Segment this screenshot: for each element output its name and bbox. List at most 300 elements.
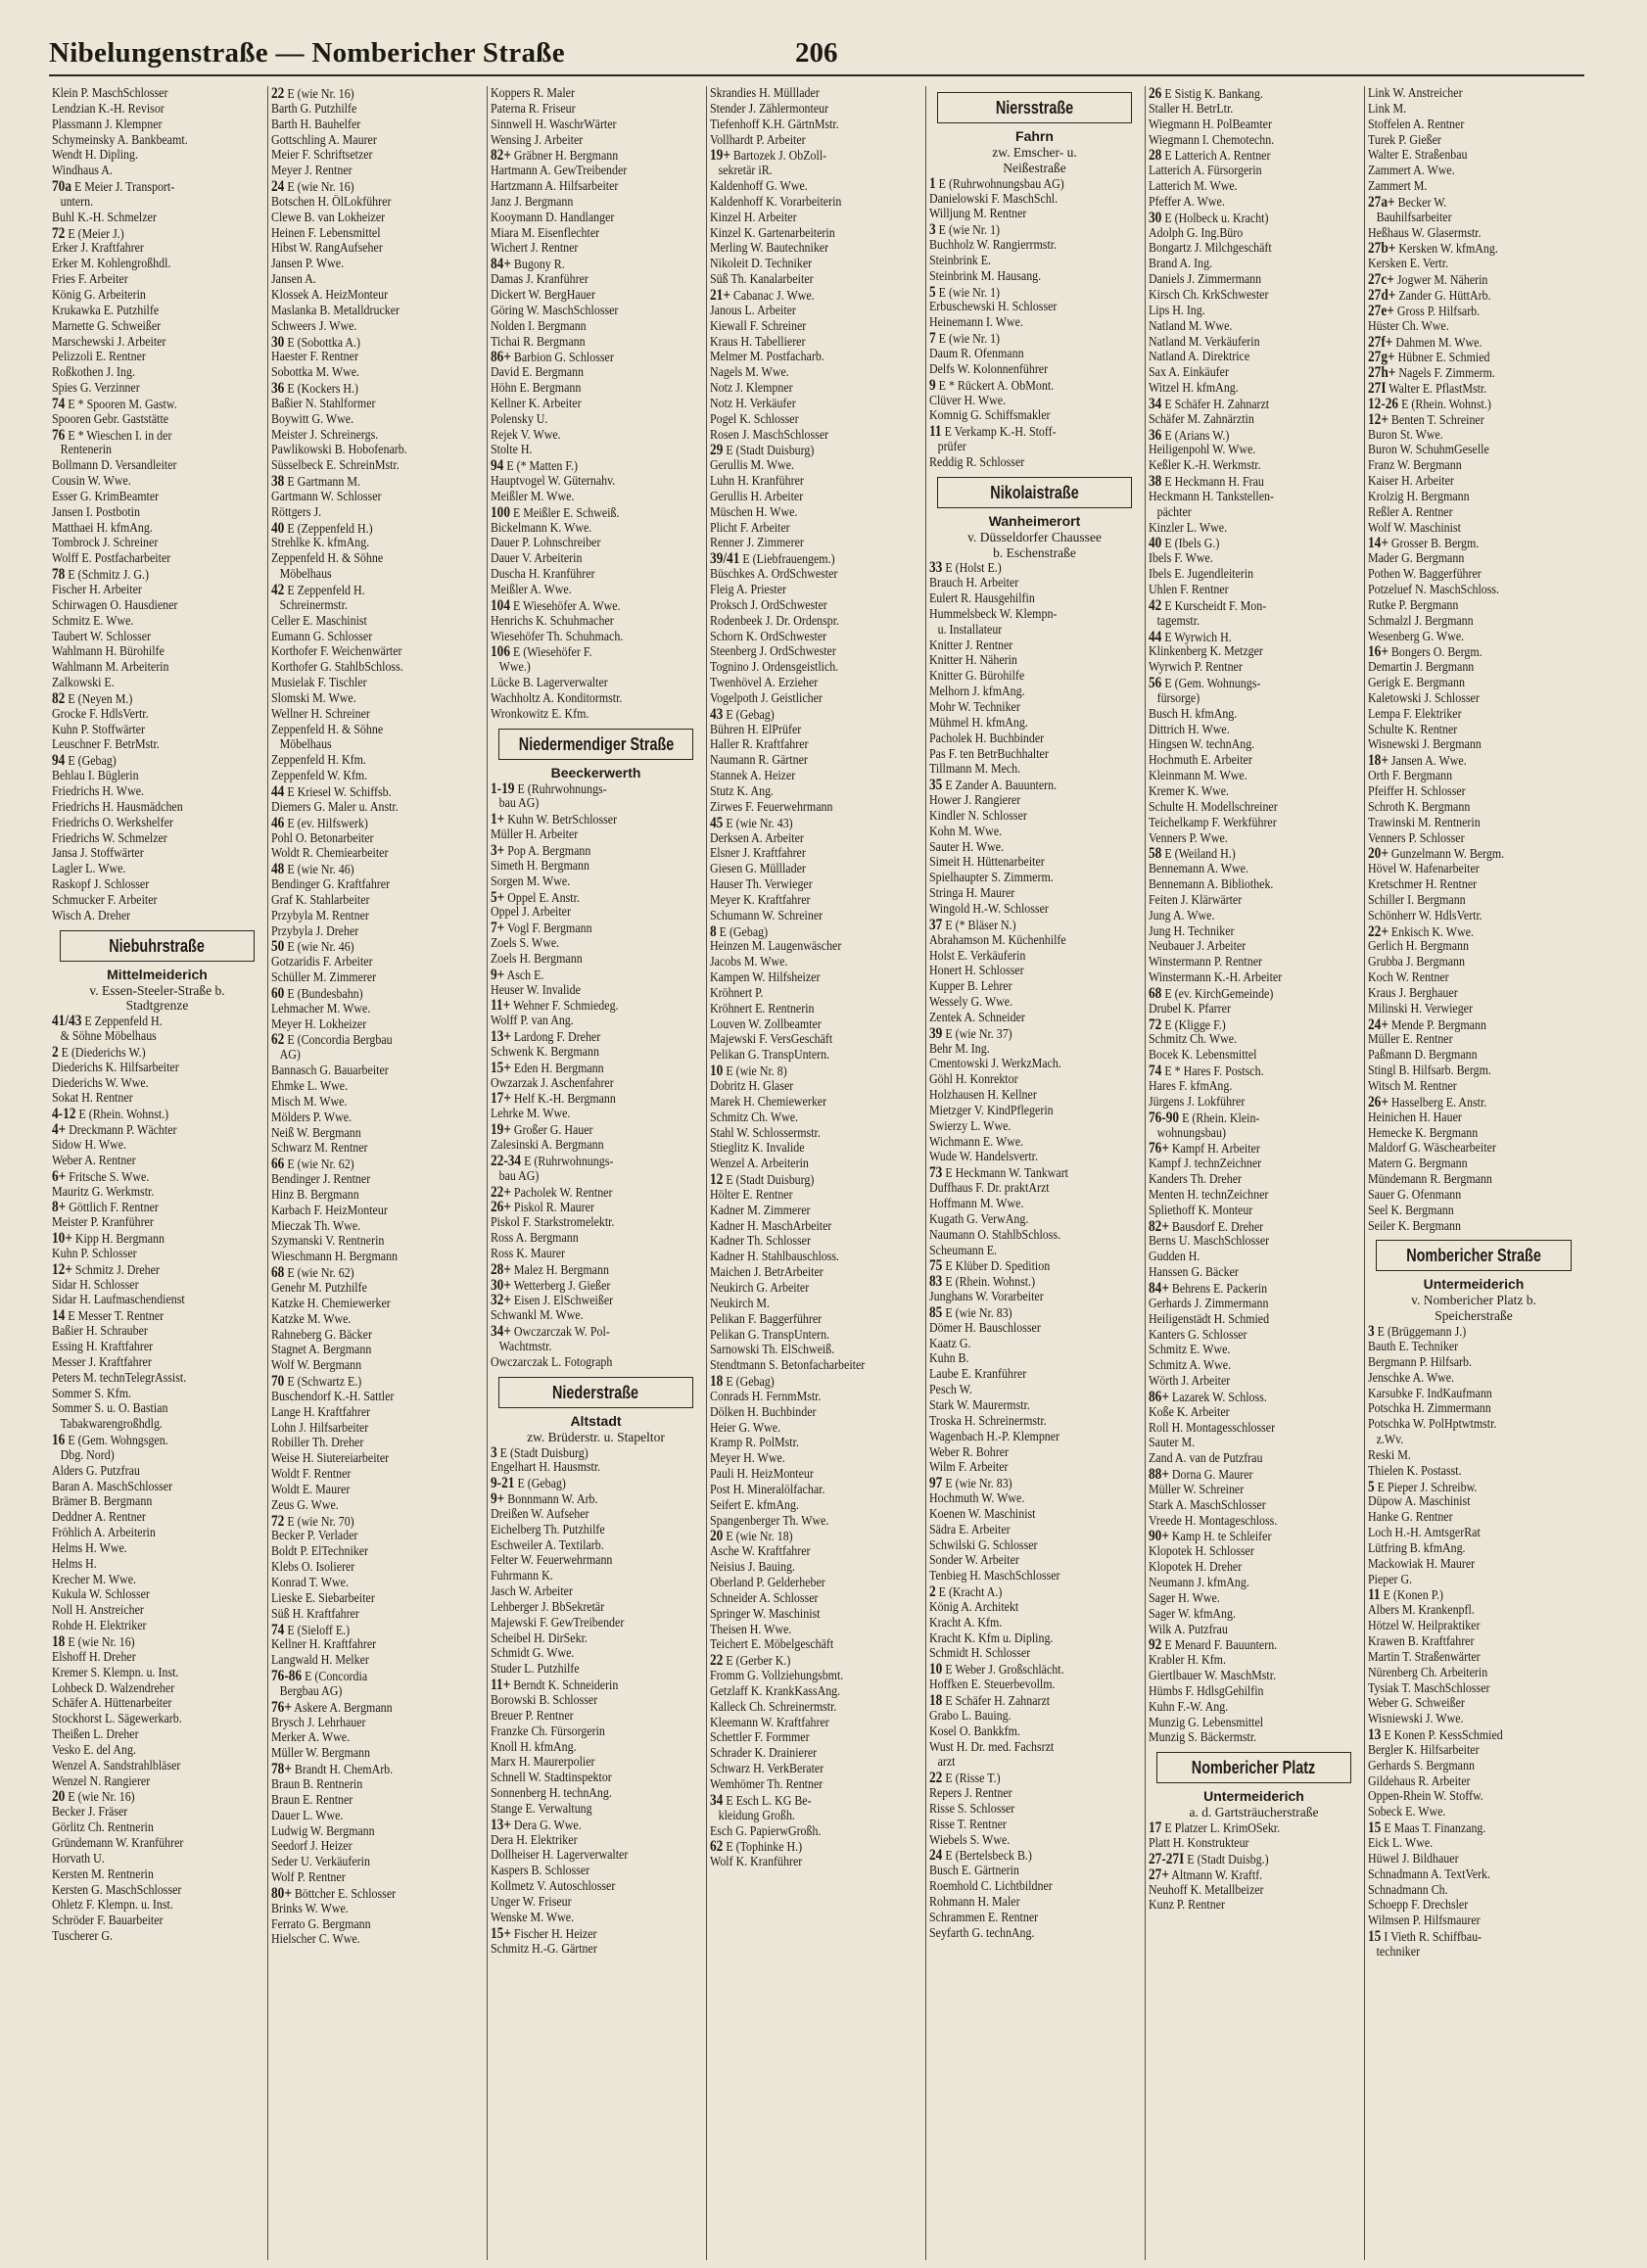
entry-text: E (wie Nr. 16) [287,87,354,102]
entry-text: Knoll H. kfmAng. [491,1739,577,1755]
entry-text: Marx H. Maurerpolier [491,1755,595,1771]
entry-text: Albers M. Krankenpfl. [1368,1603,1475,1619]
entry-text: Klinkenberg K. Metzger [1149,644,1263,660]
entry-text: Koße K. Arbeiter [1149,1404,1230,1420]
directory-entry [271,723,481,738]
directory-entry [1368,1324,1578,1340]
directory-entry [52,800,261,816]
entry-text: Wenzel N. Rangierer [52,1773,151,1789]
directory-entry [929,607,1139,623]
directory-entry [1368,288,1578,304]
directory-entry [271,1809,481,1824]
entry-text: Schreinermstr. [279,597,348,613]
directory-entry [929,176,1139,192]
directory-entry [1149,226,1358,242]
directory-entry [1149,397,1358,412]
entry-text: Latterich A. Fürsorgerin [1149,164,1262,179]
directory-entry [491,458,700,474]
entry-text: Schmitz Ch. Wwe. [710,1110,799,1125]
entry-text: Koppers R. Maler [491,86,575,101]
entry-text: Felter W. Feuerwehrmann [491,1553,613,1569]
directory-entry [491,614,700,630]
directory-entry [491,567,700,583]
directory-entry [271,1451,481,1467]
entry-text: Röttgers J. [271,504,322,520]
entry-text: Stieglitz K. Invalide [710,1141,805,1157]
directory-entry [271,970,481,986]
directory-entry [1149,1637,1358,1653]
directory-entry [710,909,919,924]
directory-entry [1368,397,1578,412]
entry-text: Korthofer G. StahlbSchloss. [271,660,403,676]
entry-text: Dauer P. Lohnschreiber [491,536,601,551]
entry-text: E (Gebag) [517,1477,566,1492]
entry-text: Walter E. Straßenbau [1368,148,1468,164]
directory-entry [52,102,261,118]
house-number: 1 [929,175,936,192]
directory-entry [710,195,919,211]
entry-text: Schröder F. Bauarbeiter [52,1914,164,1929]
entry-text: Vogl F. Bergmann [507,921,592,937]
house-number: 4-12 [52,1107,76,1123]
directory-entry [929,254,1139,269]
directory-entry [271,1684,481,1700]
entry-text: Gräbner H. Bergmann [513,149,619,165]
entry-text: Brandt H. ChemArb. [294,1763,394,1777]
entry-text: Dauer V. Arbeiterin [491,551,583,567]
directory-entry [52,769,261,784]
directory-entry [271,474,481,490]
entry-text: Celler E. Maschinist [271,613,367,629]
directory-entry [710,831,919,847]
directory-entry [491,983,700,999]
entry-text: E Gartmann M. [287,475,360,490]
directory-entry [271,490,481,505]
directory-entry [1149,1250,1358,1265]
entry-text: Tognino J. Ordensgeistlich. [710,660,839,676]
entry-text: E (wie Nr. 62) [287,1266,354,1281]
house-number: 45 [710,815,724,831]
entry-text: Krabler H. Kfm. [1149,1653,1226,1669]
directory-entry [271,1544,481,1560]
entry-text: Plassmann J. Klempner [52,117,163,132]
entry-text: Ferrato G. Bergmann [271,1916,371,1932]
entry-text: Bennemann A. Bibliothek. [1149,877,1274,893]
entry-text: Zammert M. [1368,179,1428,195]
house-number: 18 [929,1693,943,1709]
house-number: 14+ [1368,536,1388,552]
directory-entry [1368,986,1578,1002]
entry-text: Komnig G. Schiffsmakler [929,408,1051,424]
entry-text: E (wie Nr. 46) [287,863,354,878]
directory-entry [929,1538,1139,1554]
house-number: 5 [929,284,936,301]
directory-entry [1368,1157,1578,1172]
house-number: 7+ [491,921,505,937]
directory-entry [1368,1448,1578,1464]
directory-entry [929,685,1139,700]
directory-entry [929,1833,1139,1849]
entry-text: Buchholz W. Rangierrmstr. [929,238,1058,254]
house-number: 3 [929,222,936,239]
directory-entry [271,644,481,660]
entry-text: Wenzel A. Sandstrahlbläser [52,1758,181,1773]
entry-text: E (Gem. Wohngsgen. [68,1434,168,1448]
entry-text: arzt [937,1755,956,1771]
entry-text: E (Zeppenfeld H.) [287,521,373,537]
house-number: 40 [271,520,285,537]
directory-entry [491,812,700,827]
entry-text: Wolf W. Maschinist [1368,520,1461,536]
directory-entry [710,1839,919,1855]
directory-entry [52,211,261,226]
directory-entry [491,998,700,1014]
directory-entry [1368,1805,1578,1820]
entry-text: Kollmetz V. Autoschlosser [491,1879,616,1895]
directory-entry [271,1405,481,1421]
entry-text: Schettler F. Formmer [710,1730,810,1746]
directory-entry [491,272,700,288]
directory-entry [1149,769,1358,784]
entry-text: Heinen F. Lebensmittel [271,225,381,241]
entry-text: Hüster Ch. Wwe. [1368,318,1449,334]
directory-entry [1368,1464,1578,1480]
entry-text: Kuhn W. BetrSchlosser [507,813,618,828]
entry-text: Haller R. Kraftfahrer [710,737,809,753]
directory-entry [710,893,919,909]
directory-entry [710,1421,919,1437]
directory-entry [52,816,261,831]
directory-entry [1368,1063,1578,1079]
directory-entry [271,1669,481,1684]
entry-text: Hinz B. Bergmann [271,1187,359,1203]
directory-entry [52,583,261,598]
entry-text: Roll H. Montagesschlosser [1149,1420,1276,1436]
entry-text: Hüwel J. Bildhauer [1368,1851,1459,1866]
entry-text: Neukirch M. [710,1296,771,1311]
entry-text: Pohl O. Betonarbeiter [271,830,374,846]
directory-entry [52,1014,261,1029]
directory-entry [929,1755,1139,1771]
district-heading: Wanheimerort [988,512,1081,529]
entry-text: Göhl H. Konrektor [929,1072,1018,1088]
directory-entry [271,784,481,800]
entry-text: Dollheiser H. Lagerverwalter [491,1848,629,1864]
directory-entry [491,319,700,335]
entry-text: Oberland P. Gelderheber [710,1576,825,1590]
entry-text: Rohde H. Elektriker [52,1619,147,1634]
entry-text: Abrahamson M. Küchenhilfe [929,932,1066,948]
entry-text: Schmidt G. Wwe. [491,1646,575,1662]
directory-entry [1368,723,1578,738]
directory-entry [1368,1079,1578,1095]
entry-text: Mühmel H. kfmAng. [929,715,1028,731]
entry-text: Büschkes A. OrdSchwester [710,567,838,583]
directory-entry [710,986,919,1002]
directory-entry [52,1231,261,1247]
house-number: 8 [710,923,717,940]
entry-text: Kuhn F.-W. Ang. [1149,1699,1229,1715]
entry-text: techniker [1376,1944,1421,1960]
directory-entry [1149,1188,1358,1204]
directory-entry [271,769,481,784]
entry-text: Sobeck E. Wwe. [1368,1805,1446,1820]
directory-entry [271,1390,481,1405]
directory-entry [52,737,261,753]
entry-text: Zoels S. Wwe. [491,936,560,952]
directory-entry [710,1669,919,1684]
entry-text: Jogwer M. Näherin [1396,273,1488,288]
directory-entry [929,1398,1139,1414]
directory-entry [710,598,919,614]
entry-text: Weber R. Bohrer [929,1444,1009,1460]
entry-text: Berns U. MaschSchlosser [1149,1234,1270,1250]
entry-text: Hanssen G. Bäcker [1149,1265,1239,1281]
directory-entry [52,1387,261,1402]
entry-text: Natland A. Direktrice [1149,350,1250,365]
entry-text: Rosen J. MaschSchlosser [710,427,829,443]
entry-text: Asche W. Kraftfahrer [710,1544,811,1560]
directory-entry [1149,1358,1358,1374]
entry-text: Kersten G. MaschSchlosser [52,1882,182,1898]
directory-entry [710,443,919,458]
directory-entry [491,257,700,272]
entry-text: Buron St. Wwe. [1368,427,1443,443]
entry-text: Schrammen E. Rentner [929,1910,1039,1925]
house-number: 43 [710,706,724,723]
entry-text: Sidar H. Laufmaschendienst [52,1293,185,1308]
directory-entry [1368,1401,1578,1417]
directory-entry [271,1637,481,1653]
directory-entry [271,179,481,195]
entry-text: Wyrwich P. Rentner [1149,660,1243,676]
directory-entry [1368,598,1578,614]
directory-entry [52,567,261,583]
entry-text: E (Gebag) [726,707,775,723]
directory-entry [1368,86,1578,102]
entry-text: Nolden I. Bergmann [491,318,587,334]
entry-text: E (Ruhrwohnungs- [517,781,607,797]
entry-text: Duscha H. Kranführer [491,567,595,583]
directory-entry [491,1538,700,1554]
entry-text: E * Hares F. Postsch. [1164,1064,1264,1079]
directory-entry [491,241,700,257]
house-number: 4+ [52,1122,67,1138]
directory-entry [1149,753,1358,769]
entry-text: Friedrichs W. Schmelzer [52,830,167,846]
entry-text: Bocek K. Lebensmittel [1149,1048,1257,1063]
entry-text: Sonder W. Arbeiter [929,1553,1019,1569]
house-number: 17 [1149,1820,1162,1836]
entry-text: E Weber J. Großschlächt. [945,1663,1064,1678]
entry-text: Paterna R. Friseur [491,101,576,117]
entry-text: Asch E. [506,968,544,983]
directory-entry [52,1650,261,1666]
street-range: Stadtgrenze [125,998,189,1014]
entry-text: Stark A. MaschSchlosser [1149,1497,1266,1513]
entry-text: Hoffmann M. Wwe. [929,1197,1024,1211]
entry-text: Zalesinski A. Bergmann [491,1138,604,1153]
house-number: 15+ [491,1925,511,1942]
directory-entry [491,1445,700,1461]
directory-entry [929,1244,1139,1259]
entry-text: Stutz K. Ang. [710,783,775,799]
street-range: zw. Brüderstr. u. Stapeltor [527,1429,665,1444]
entry-text: Deddner A. Rentner [52,1510,146,1526]
directory-entry [929,1476,1139,1491]
entry-text: Oppel E. Anstr. [507,890,580,906]
directory-entry [710,691,919,707]
directory-entry [52,1603,261,1619]
entry-text: Lendzian K.-H. Revisor [52,101,165,117]
entry-text: Owzarzak J. Aschenfahrer [491,1075,614,1091]
entry-text: Heßhaus W. Glasermstr. [1368,225,1482,241]
house-number: 72 [52,225,66,242]
entry-text: E (wie Nr. 1) [938,332,1001,347]
entry-text: Meyer H. Lokheizer [271,1016,367,1032]
directory-entry [1368,1634,1578,1650]
directory-entry [271,1063,481,1079]
entry-text: E (Gebag) [719,924,769,940]
directory-entry [271,148,481,164]
entry-text: Schoepp F. Drechsler [1368,1898,1469,1914]
directory-entry [491,1185,700,1201]
directory-entry [52,1200,261,1215]
entry-text: Woldt E. Maurer [271,1482,351,1497]
directory-entry [710,1219,919,1235]
directory-entry [710,1048,919,1063]
entry-text: Pfeffer A. Wwe. [1149,194,1225,210]
directory-entry [491,660,700,676]
house-number: 27I [1368,381,1387,397]
directory-entry [710,1824,919,1840]
directory-entry [710,1126,919,1142]
directory-entry [52,723,261,738]
entry-text: Stahl W. Schlossermstr. [710,1125,821,1141]
directory-entry [52,490,261,505]
directory-entry [52,660,261,676]
entry-text: E Pieper J. Schreibw. [1377,1480,1478,1495]
directory-entry [1149,583,1358,598]
directory-entry [710,955,919,970]
directory-entry [1149,1591,1358,1607]
entry-text: Schmalzl J. Bergmann [1368,613,1474,629]
entry-text: Kupper B. Lehrer [929,979,1012,995]
house-number: 33 [929,560,943,577]
street-heading [498,729,693,760]
entry-text: Seiler K. Bergmann [1368,1218,1462,1234]
directory-entry [1368,1541,1578,1557]
entry-text: Swierzy L. Wwe. [929,1118,1012,1134]
directory-entry [1368,1002,1578,1017]
directory-entry [52,1308,261,1324]
directory-entry [1149,691,1358,707]
directory-entry [1368,1883,1578,1899]
entry-text: Reddig R. Schlosser [929,454,1025,470]
directory-entry [710,723,919,738]
entry-text: E Platzer L. KrimOSekr. [1164,1821,1281,1836]
directory-entry [710,397,919,412]
directory-entry [929,1740,1139,1756]
entry-text: Adolph G. Ing.Büro [1149,225,1244,241]
house-number: 62 [710,1839,724,1856]
entry-text: E Kurscheidt F. Mon- [1164,598,1267,614]
directory-entry [1149,1204,1358,1219]
entry-text: Pawlikowski B. Hobofenarb. [271,443,407,458]
directory-entry [929,716,1139,732]
directory-entry [1149,723,1358,738]
directory-entry [1368,1095,1578,1110]
directory-entry [1368,1945,1578,1961]
entry-text: Bugony R. [513,258,565,273]
directory-entry [929,825,1139,840]
entry-text: Sädra E. Arbeiter [929,1522,1011,1537]
directory-entry [710,1762,919,1777]
directory-entry [1368,505,1578,521]
directory-entry [1149,458,1358,474]
entry-text: Sidar H. Schlosser [52,1277,139,1293]
directory-entry [52,412,261,428]
directory-entry [52,784,261,800]
entry-text: Kadner H. Stahlbauschloss. [710,1250,840,1265]
entry-text: E (Wiesehöfer F. [512,645,592,661]
directory-entry [710,630,919,645]
directory-entry [52,1759,261,1774]
entry-text: Behrens E. Packerin [1171,1281,1268,1297]
entry-text: Bennemann A. Wwe. [1149,862,1248,877]
directory-entry [491,211,700,226]
directory-entry [929,1911,1139,1926]
entry-text: Walter E. PflastMstr. [1388,382,1487,397]
entry-text: Eulert R. Hausgehilfin [929,591,1035,607]
directory-entry [1149,1002,1358,1017]
directory-entry [710,381,919,397]
directory-entry [491,1215,700,1231]
entry-text: & Söhne Möbelhaus [60,1029,157,1045]
street-name: Niersstraße [995,98,1074,118]
entry-text: E (Kligge F.) [1164,1017,1226,1033]
directory-entry [1368,644,1578,660]
directory-entry [52,1619,261,1634]
directory-entry [1149,443,1358,458]
directory-entry [52,1107,261,1122]
directory-entry [271,1126,481,1142]
house-number: 72 [271,1513,285,1530]
entry-text: kleidung Großh. [718,1808,795,1823]
directory-entry [271,893,481,909]
house-number: 68 [271,1265,285,1281]
entry-text: Tuscherer G. [52,1929,113,1945]
directory-entry [929,1662,1139,1677]
entry-text: Wiegmann H. PolBeamter [1149,117,1272,132]
directory-entry [1149,1032,1358,1048]
directory-entry [491,968,700,983]
directory-entry [929,1926,1139,1942]
entry-text: Wendt H. Dipling. [52,148,138,164]
entry-text: Fleig A. Priester [710,583,786,597]
page-title: Nibelungenstraße — Nombericher Straße [49,37,565,69]
house-number: 73 [929,1165,943,1182]
directory-entry [52,1433,261,1448]
entry-text: Meister P. Kranführer [52,1215,154,1231]
directory-entry [1149,428,1358,444]
directory-entry [710,644,919,660]
entry-text: Müller W. Schreiner [1149,1482,1245,1497]
directory-entry [271,133,481,149]
directory-entry [929,669,1139,685]
entry-text: Tysiak T. MaschSchlosser [1368,1680,1490,1696]
directory-entry [1149,737,1358,753]
